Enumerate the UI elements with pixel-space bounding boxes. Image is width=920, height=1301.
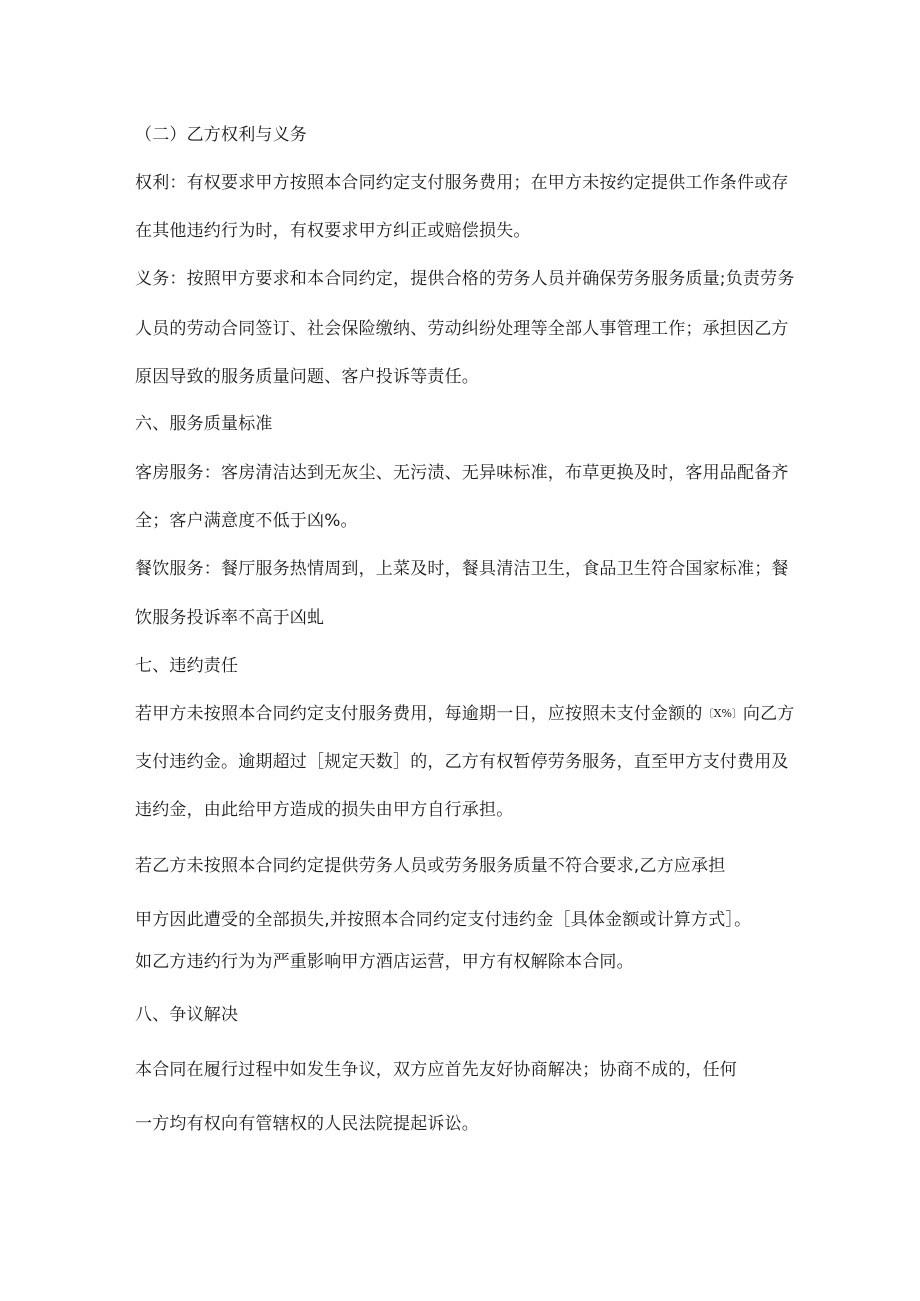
section-heading-liability: 七、违约责任 — [135, 656, 239, 676]
paragraph-line — [135, 703, 795, 725]
section-heading-service-quality: 六、服务质量标准 — [135, 414, 273, 434]
paragraph-line: 甲方因此遭受的全部损失,并按照本合同约定支付违约金［具体金额或计算方式］。 — [135, 910, 752, 930]
placeholder-rate: 〔X%〕 — [702, 707, 743, 720]
paragraph-line: 在其他违约行为时，有权要求甲方纠正或赔偿损失。 — [135, 221, 531, 241]
paragraph-line: 如乙方违约行为为严重影响甲方酒店运营，甲方有权解除本合同。 — [135, 952, 634, 972]
section-heading-party-b-rights: （二）乙方权利与义务 — [135, 125, 307, 145]
paragraph-line: 权利：有权要求甲方按照本合同约定支付服务费用；在甲方未按约定提供工作条件或存 — [135, 173, 789, 193]
paragraph-text: 若甲方未按照本合同约定支付服务费用，每逾期一日，应按照未支付金额的 — [135, 704, 703, 724]
paragraph-line: 支付违约金。逾期超过［规定天数］的，乙方有权暂停劳务服务，直至甲方支付费用及 — [135, 752, 789, 772]
paragraph-line: 全；客户满意度不低于凶%。 — [135, 511, 358, 531]
paragraph-line: 一方均有权向有管辖权的人民法院提起诉讼。 — [135, 1114, 479, 1134]
paragraph-line: 原因导致的服务质量问题、客户投诉等责任。 — [135, 367, 479, 387]
section-heading-dispute: 八、争议解决 — [135, 1005, 239, 1025]
paragraph-line: 本合同在履行过程中如发生争议，双方应首先友好协商解决；协商不成的，任何 — [135, 1060, 737, 1080]
paragraph-line: 餐饮服务：餐厅服务热情周到，上菜及时，餐具清洁卫生，食品卫生符合国家标准；餐 — [135, 559, 789, 579]
paragraph-line: 若乙方未按照本合同约定提供劳务人员或劳务服务质量不符合要求,乙方应承担 — [135, 856, 726, 876]
paragraph-line: 饮服务投诉率不高于凶虬 — [135, 608, 325, 628]
paragraph-line: 客房服务：客房清洁达到无灰尘、无污渍、无异味标准，布草更换及时，客用品配备齐 — [135, 463, 789, 483]
paragraph-line: 违约金，由此给甲方造成的损失由甲方自行承担。 — [135, 800, 514, 820]
paragraph-line: 人员的劳动合同签订、社会保险缴纳、劳动纠纷处理等全部人事管理工作；承担因乙方 — [135, 319, 789, 339]
paragraph-text: 向乙方 — [742, 704, 795, 724]
paragraph-line: 义务：按照甲方要求和本合同约定，提供合格的劳务人员并确保劳务服务质量;负责劳务 — [135, 269, 795, 289]
